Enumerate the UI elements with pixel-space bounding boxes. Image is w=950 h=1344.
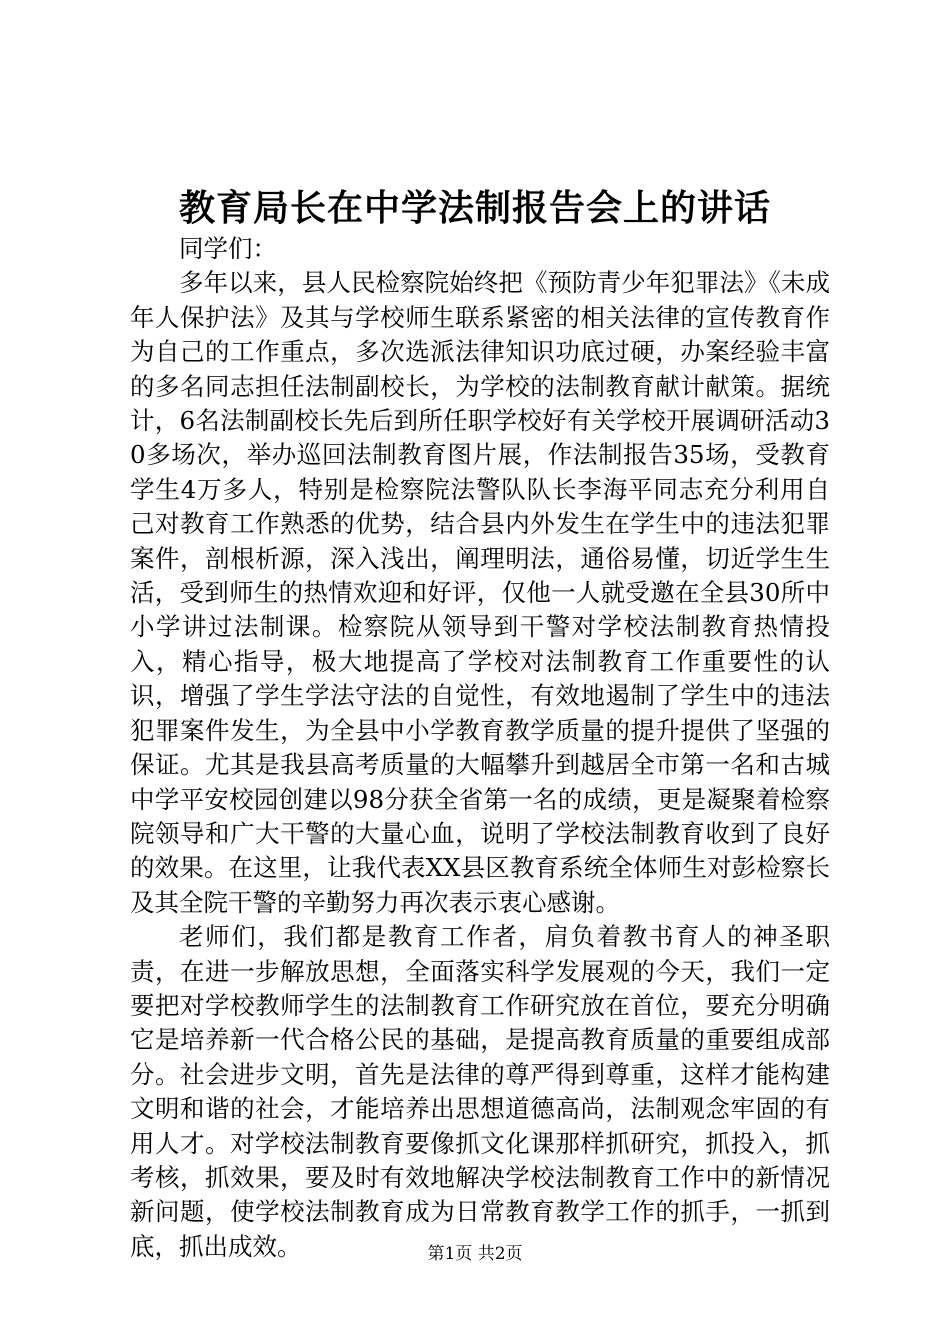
paragraph-2: 老师们，我们都是教育工作者，肩负着教书育人的神圣职责，在进一步解放思想，全面落实科学发展观的今天，我们一定要把对学校教师学生的法制教育工作研究放在首位，要充分明确它是培养新一代合格公民的基础，是提高教育质量的重要组成部分。社会进步文明，首先是法律的尊严得到尊重，这样才能构建文明和谐的社会，才能培养出思想道德高尚，法制观念牢固的有用人才。对学校法制教育要像抓文化课那样抓研究，抓投入，抓考核，抓效果，要及时有效地解决学校法制教育工作中的新情况新问题，使学校法制教育成为日常教育教学工作的抓手，一抓到底，抓出成效。 [130,922,830,1261]
page-footer: 第1页 共2页 [427,1244,523,1264]
document-body [130,232,830,1264]
paragraph-1: 多年以来，县人民检察院始终把《预防青少年犯罪法》《未成年人保护法》及其与学校师生联系紧密的相关法律的宣传教育作为自己的工作重点，多次选派法律知识功底过硬，办案经验丰富的多名同志担任法制副校长，为学校的法制教育献计献策。据统计，6名法制副校长先后到所任职学校好有关学校开展调研活动30多场次，举办巡回法制教育图片展，作法制报告35场，受教育学生4万多人，特别是检察院法警队队长李海平同志充分利用自己对教育工作熟悉的优势，结合县内外发生在学生中的违法犯罪案件，剖根析源，深入浅出，阐理明法，通俗易懂，切近学生生活，受到师生的热情欢迎和好评，仅他一人就受邀在全县30所中小学讲过法制课。检察院从领导到干警对学校法制教育热情投入，精心指导，极大地提高了学校对法制教育工作重要性的认识，增强了学生学法守法的自觉性，有效地遏制了学生中的违法犯罪案件发生，为全县中小学教育教学质量的提升提供了坚强的保证。尤其是我县高考质量的大幅攀升到越居全市第一名和古城中学平安校园创建以98分获全省第一名的成绩，更是凝聚着检察院领导和广大干警的大量心血，说明了学校法制教育收到了良好的效果。在这里，让我代表XX县区教育系统全体师生对彭检察长及其全院干警的辛勤努力再次表示衷心感谢。 [130,268,830,917]
salutation: 同学们： [179,234,277,263]
document-title: 教育局长在中学法制报告会上的讲话 [178,187,771,229]
